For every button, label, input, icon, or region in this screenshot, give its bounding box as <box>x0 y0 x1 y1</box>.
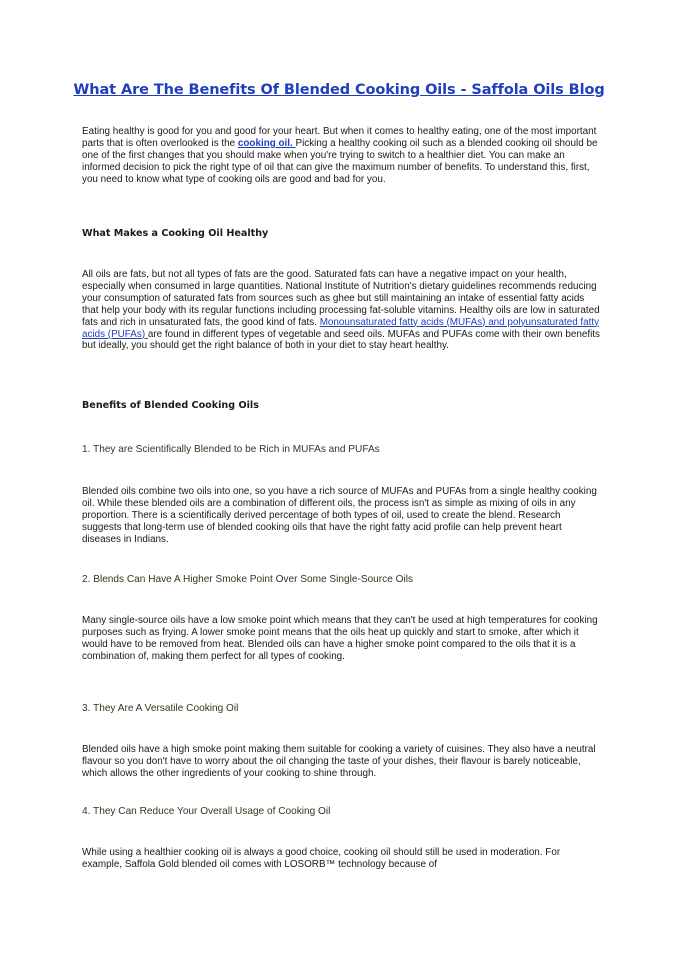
benefit-1-paragraph: Blended oils combine two oils into one, so you have a rich source of MUFAs and PUFAs from a single healthy cooking oil. While these blended oils are a combination of different oils, the process isn't as simple as mixing of oils in any proportion. There is a scientifically derived percentage of both types of oil, used to create the blend. Research suggests that long-term use of blended cooking oils that have the right fatty acid profile can help prevent heart diseases in Indians. <box>82 486 597 545</box>
benefit-3-paragraph: Blended oils have a high smoke point making them suitable for cooking a variety of cuisines. They also have a neutral flavour so you don't have to worry about the oil changing the taste of your dishes, their flavour is barely noticeable, which allows the other ingredients of your cooking to shine through. <box>82 744 596 779</box>
fats-text-before: All oils are fats, but not all types of fats are the good. Saturated fats can have a negative impact on your health, especially when consumed in large quantities. National Institute of Nutrition's dietary guidelines recommends reducing your consumption of saturated fats from sources such as ghee but still maintaining an intake of essential fatty acids that help your body with its regular functions including processing fat-soluble vitamins. Healthy oils are low in saturated fats and rich in unsaturated fats, the good kind of fats. <box>82 269 600 328</box>
benefit-4-title: 4. They Can Reduce Your Overall Usage of Cooking Oil <box>82 806 331 817</box>
intro-paragraph <box>82 126 602 186</box>
fats-text-after: are found in different types of vegetable and seed oils. MUFAs and PUFAs come with their own benefits but ideally, you should get the right balance of both in your diet to stay heart healthy. <box>82 328 600 352</box>
mufa-pufa-link[interactable]: Monounsaturated fatty acids (MUFAs) and polyunsaturated fatty acids (PUFAs) <box>82 316 600 340</box>
benefit-2-paragraph: Many single-source oils have a low smoke point which means that they can't be used at high temperatures for cooking purposes such as frying. A lower smoke point means that the oils heat up quickly and start to smoke, after which it would have to be removed from heat. Blended oils can have a higher smoke point compared to the oils that it is a combination of, making them perfect for all types of cooking. <box>82 615 598 662</box>
section-heading-healthy-oil: What Makes a Cooking Oil Healthy <box>82 228 269 239</box>
healthy-oil-paragraph <box>82 269 602 352</box>
benefit-1-title: 1. They are Scientifically Blended to be Rich in MUFAs and PUFAs <box>82 444 380 455</box>
benefit-4-paragraph: While using a healthier cooking oil is always a good choice, cooking oil should still be used in moderation. For example, Saffola Gold blended oil comes with LOSORB™ technology because of <box>82 847 561 870</box>
benefit-3-title: 3. They Are A Versatile Cooking Oil <box>82 703 239 714</box>
page-title[interactable]: What Are The Benefits Of Blended Cooking Oils - Saffola Oils Blog <box>73 82 605 98</box>
intro-text-after: Picking a healthy cooking oil such as a blended cooking oil should be one of the first changes that you should make when you're trying to switch to a healthier diet. You can make an informed decision to pick the right type of oil that can give the maximum number of benefits. To understand this, first, you need to know what type of cooking oils are good and bad for you. <box>82 137 598 185</box>
intro-text-before: Eating healthy is good for you and good for your heart. But when it comes to healthy eating, one of the most important parts that is often overlooked is the <box>82 126 597 149</box>
cooking-oil-link[interactable]: cooking oil. <box>237 137 296 149</box>
section-heading-benefits: Benefits of Blended Cooking Oils <box>82 400 259 411</box>
benefit-2-title: 2. Blends Can Have A Higher Smoke Point Over Some Single-Source Oils <box>82 574 414 585</box>
